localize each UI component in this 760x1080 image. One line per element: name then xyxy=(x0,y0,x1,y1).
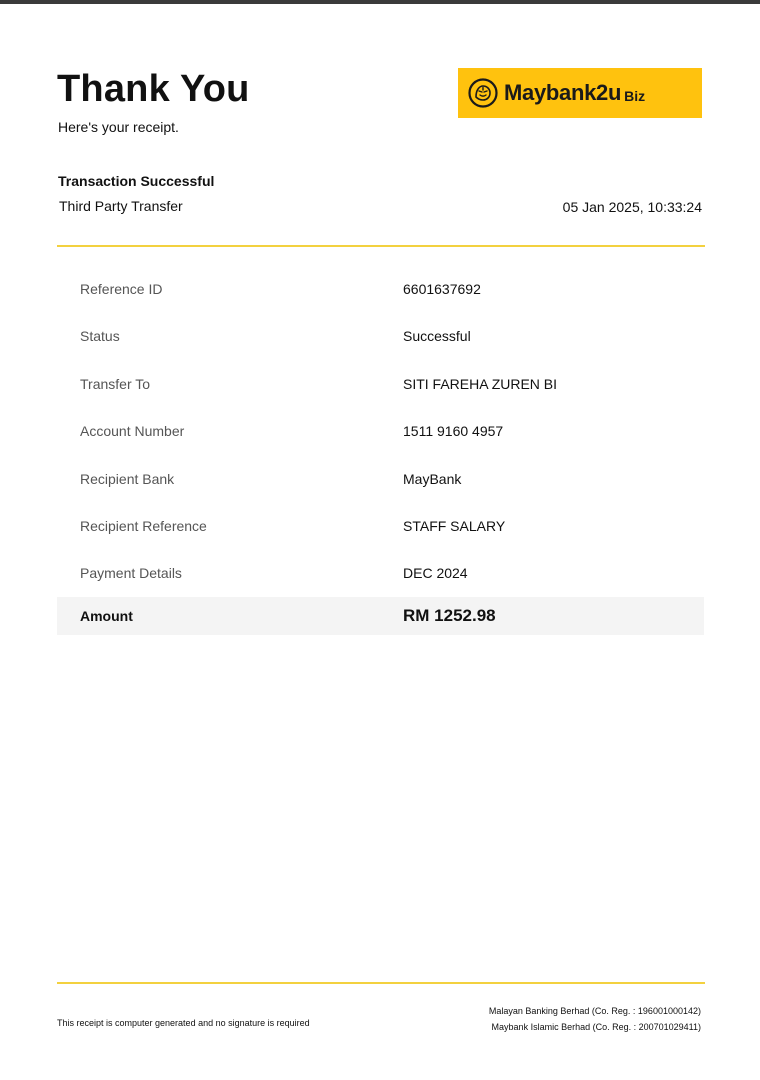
detail-value: 6601637692 xyxy=(403,281,481,297)
footer-entities xyxy=(489,1003,701,1035)
top-divider xyxy=(57,245,705,247)
tiger-head-icon xyxy=(468,78,498,108)
transaction-datetime: 05 Jan 2025, 10:33:24 xyxy=(562,199,702,215)
detail-row-account-number xyxy=(57,408,705,455)
detail-row-status xyxy=(57,313,705,360)
detail-row-transfer-to xyxy=(57,361,705,408)
detail-row-payment-details xyxy=(57,550,705,597)
page-subtitle: Here's your receipt. xyxy=(58,119,179,135)
maybank-logo xyxy=(458,68,702,118)
amount-row xyxy=(57,597,704,635)
transaction-type: Third Party Transfer xyxy=(59,198,183,214)
detail-value: MayBank xyxy=(403,470,462,487)
detail-label: Recipient Reference xyxy=(80,517,207,534)
detail-label: Payment Details xyxy=(80,565,182,582)
detail-value: 1511 9160 4957 xyxy=(403,423,504,440)
top-strip xyxy=(0,0,760,4)
detail-value: Successful xyxy=(403,328,471,345)
detail-label: Recipient Bank xyxy=(80,470,175,487)
footer-note: This receipt is computer generated and no signature is required xyxy=(57,1018,310,1028)
detail-value: STAFF SALARY xyxy=(403,517,506,534)
bottom-divider xyxy=(57,982,705,984)
page-title: Thank You xyxy=(57,68,250,110)
receipt-details xyxy=(57,266,705,598)
logo-wordmark: Maybank2u xyxy=(504,80,622,105)
amount-label: Amount xyxy=(80,608,133,624)
detail-row-reference-id xyxy=(57,266,705,313)
detail-row-recipient-reference xyxy=(57,503,705,550)
logo-suffix: Biz xyxy=(624,87,646,104)
detail-label: Account Number xyxy=(80,423,185,440)
detail-label: Transfer To xyxy=(80,375,151,392)
detail-label: Status xyxy=(80,328,120,345)
detail-label: Reference ID xyxy=(80,281,163,297)
detail-value: DEC 2024 xyxy=(403,565,468,582)
transaction-status: Transaction Successful xyxy=(58,173,215,189)
footer-entity-2: Maybank Islamic Berhad (Co. Reg. : 200701029411) xyxy=(491,1022,701,1032)
amount-value: RM 1252.98 xyxy=(403,606,496,625)
detail-value: SITI FAREHA ZUREN BI xyxy=(403,375,558,392)
footer-entity-1: Malayan Banking Berhad (Co. Reg. : 196001000142) xyxy=(488,1006,701,1016)
detail-row-recipient-bank xyxy=(57,456,705,503)
